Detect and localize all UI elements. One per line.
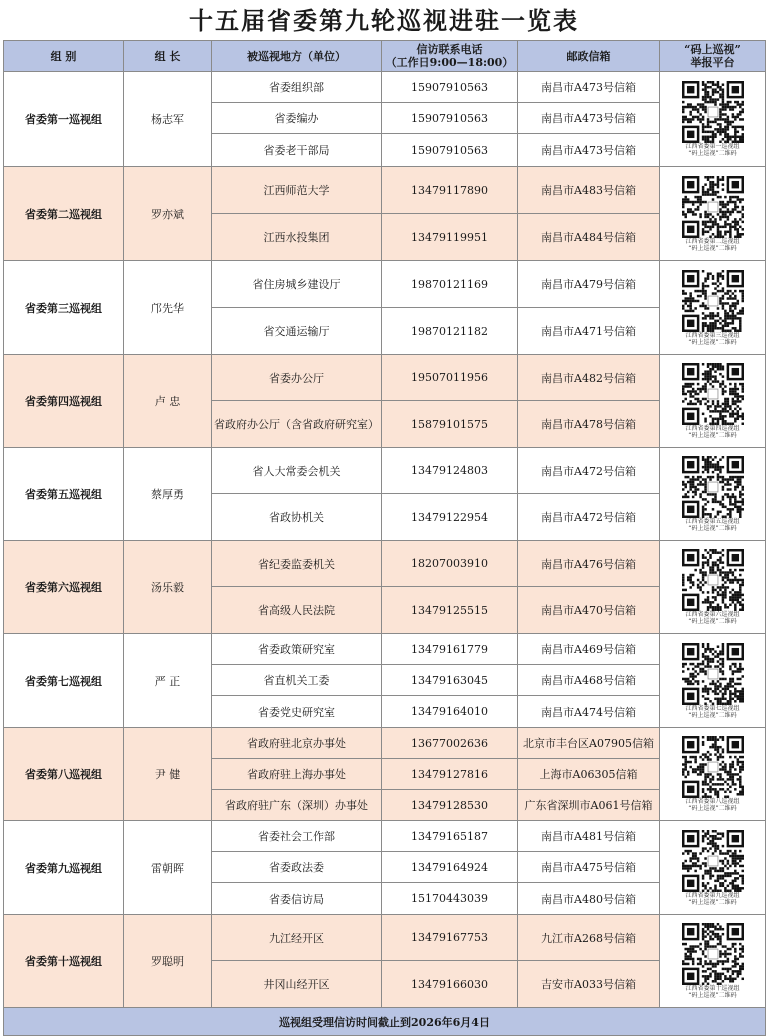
table-row	[4, 541, 766, 587]
footer-row	[4, 1008, 766, 1036]
table-row	[4, 355, 766, 401]
group-leader: 罗聪明	[124, 915, 212, 1008]
postal-mailbox: 广东省深圳市A061号信箱	[518, 790, 660, 821]
inspected-unit: 省委老干部局	[212, 134, 382, 167]
inspected-unit: 省委办公厅	[212, 355, 382, 401]
inspected-unit: 省高级人民法院	[212, 587, 382, 634]
header-qr-title: “码上巡视”	[684, 43, 741, 56]
table-row	[4, 72, 766, 103]
qr-code-icon	[682, 549, 744, 611]
header-leader: 组 长	[124, 41, 212, 72]
qr-code-icon	[682, 456, 744, 518]
inspected-unit: 省住房城乡建设厅	[212, 261, 382, 308]
group-name: 省委第五巡视组	[4, 448, 124, 541]
postal-mailbox: 南昌市A480号信箱	[518, 883, 660, 915]
qr-code[interactable]	[678, 736, 748, 798]
group-leader: 蔡厚勇	[124, 448, 212, 541]
inspected-unit: 省政协机关	[212, 494, 382, 541]
contact-phone: 13479166030	[382, 961, 518, 1008]
qr-code-icon	[682, 363, 744, 425]
qr-code[interactable]	[678, 176, 748, 238]
footer-note: 巡视组受理信访时间截止到2026年6月4日	[4, 1008, 766, 1036]
inspected-unit: 井冈山经开区	[212, 961, 382, 1008]
postal-mailbox: 南昌市A468号信箱	[518, 665, 660, 696]
qr-caption-group: 江西省委第七巡视组	[685, 704, 740, 712]
group-leader: 严 正	[124, 634, 212, 728]
qr-report-cell[interactable]	[660, 261, 766, 355]
contact-phone: 13479164010	[382, 696, 518, 728]
inspected-unit: 省委政法委	[212, 852, 382, 883]
postal-mailbox: 北京市丰台区A07905信箱	[518, 728, 660, 759]
qr-caption-group: 江西省委第一巡视组	[685, 143, 740, 150]
qr-caption-label: “码上巡视”二维码	[688, 338, 737, 346]
inspected-unit: 江西师范大学	[212, 167, 382, 214]
postal-mailbox: 南昌市A482号信箱	[518, 355, 660, 401]
qr-caption-label: “码上巡视”二维码	[688, 244, 737, 252]
contact-phone: 13479165187	[382, 821, 518, 852]
group-leader: 尹 健	[124, 728, 212, 821]
postal-mailbox: 南昌市A472号信箱	[518, 494, 660, 541]
qr-code-icon	[682, 270, 744, 332]
group-leader: 雷朝晖	[124, 821, 212, 915]
postal-mailbox: 南昌市A469号信箱	[518, 634, 660, 665]
postal-mailbox: 南昌市A479号信箱	[518, 261, 660, 308]
postal-mailbox: 南昌市A473号信箱	[518, 134, 660, 167]
qr-caption-label: “码上巡视”二维码	[688, 150, 737, 157]
header-qr-platform: 举报平台	[690, 56, 735, 69]
qr-caption-group: 江西省委第二巡视组	[685, 237, 740, 245]
group-leader: 罗亦斌	[124, 167, 212, 261]
qr-code-icon	[682, 176, 744, 238]
contact-phone: 13479167753	[382, 915, 518, 961]
postal-mailbox: 南昌市A478号信箱	[518, 401, 660, 448]
table-body	[4, 72, 766, 1008]
inspected-unit: 省交通运输厅	[212, 308, 382, 355]
contact-phone: 19507011956	[382, 355, 518, 401]
qr-report-cell[interactable]	[660, 821, 766, 915]
page-title: 十五届省委第九轮巡视进驻一览表	[189, 6, 579, 35]
qr-code[interactable]	[678, 643, 748, 705]
group-name: 省委第三巡视组	[4, 261, 124, 355]
inspected-unit: 省委政策研究室	[212, 634, 382, 665]
postal-mailbox: 南昌市A484号信箱	[518, 214, 660, 261]
qr-report-cell[interactable]	[660, 72, 766, 167]
contact-phone: 18207003910	[382, 541, 518, 587]
table-row	[4, 728, 766, 759]
inspected-unit: 省人大常委会机关	[212, 448, 382, 494]
group-leader: 邝先华	[124, 261, 212, 355]
qr-caption-label: “码上巡视”二维码	[688, 432, 737, 439]
contact-phone: 19870121169	[382, 261, 518, 308]
header-row	[4, 41, 766, 72]
inspected-unit: 江西水投集团	[212, 214, 382, 261]
qr-code-icon	[682, 81, 744, 143]
inspected-unit: 省政府驻上海办事处	[212, 759, 382, 790]
contact-phone: 13479128530	[382, 790, 518, 821]
qr-code-icon	[682, 736, 744, 798]
table-row	[4, 634, 766, 665]
header-mail: 邮政信箱	[518, 41, 660, 72]
qr-caption-group: 江西省委第五巡视组	[685, 518, 740, 525]
qr-caption-label: “码上巡视”二维码	[688, 992, 737, 999]
header-phone-hours: （工作日9:00—18:00）	[385, 56, 514, 69]
contact-phone: 19870121182	[382, 308, 518, 355]
group-name: 省委第九巡视组	[4, 821, 124, 915]
postal-mailbox: 南昌市A483号信箱	[518, 167, 660, 214]
inspected-unit: 省政府驻北京办事处	[212, 728, 382, 759]
qr-report-cell[interactable]	[660, 448, 766, 541]
qr-code-icon	[682, 643, 744, 705]
postal-mailbox: 九江市A268号信箱	[518, 915, 660, 961]
qr-code[interactable]	[678, 270, 748, 332]
inspected-unit: 省委信访局	[212, 883, 382, 915]
qr-report-cell[interactable]	[660, 915, 766, 1008]
qr-code[interactable]	[678, 363, 748, 425]
group-name: 省委第一巡视组	[4, 72, 124, 167]
qr-code[interactable]	[678, 81, 748, 143]
qr-code-icon	[682, 830, 744, 892]
qr-report-cell[interactable]	[660, 728, 766, 821]
inspected-unit: 省直机关工委	[212, 665, 382, 696]
qr-code[interactable]	[678, 923, 748, 985]
contact-phone: 13479119951	[382, 214, 518, 261]
inspected-unit: 九江经开区	[212, 915, 382, 961]
qr-caption-label: “码上巡视”二维码	[688, 898, 737, 906]
qr-code-icon	[682, 923, 744, 985]
qr-report-cell[interactable]	[660, 355, 766, 448]
qr-caption-group: 江西省委第十巡视组	[685, 985, 740, 992]
qr-report-cell[interactable]	[660, 541, 766, 634]
postal-mailbox: 南昌市A471号信箱	[518, 308, 660, 355]
qr-caption-group: 江西省委第九巡视组	[685, 891, 740, 899]
inspected-unit: 省委编办	[212, 103, 382, 134]
qr-report-cell[interactable]	[660, 634, 766, 728]
table-row	[4, 167, 766, 214]
table-row	[4, 261, 766, 308]
postal-mailbox: 南昌市A481号信箱	[518, 821, 660, 852]
header-unit: 被巡视地方（单位）	[212, 41, 382, 72]
qr-code[interactable]	[678, 830, 748, 892]
contact-phone: 15907910563	[382, 134, 518, 167]
contact-phone: 13479127816	[382, 759, 518, 790]
qr-code[interactable]	[678, 456, 748, 518]
postal-mailbox: 南昌市A476号信箱	[518, 541, 660, 587]
group-name: 省委第二巡视组	[4, 167, 124, 261]
contact-phone: 13479161779	[382, 634, 518, 665]
header-group: 组 别	[4, 41, 124, 72]
table-row	[4, 448, 766, 494]
table-row	[4, 915, 766, 961]
group-leader: 汤乐毅	[124, 541, 212, 634]
group-name: 省委第七巡视组	[4, 634, 124, 728]
table-row	[4, 821, 766, 852]
postal-mailbox: 南昌市A473号信箱	[518, 103, 660, 134]
qr-code[interactable]	[678, 549, 748, 611]
inspected-unit: 省委组织部	[212, 72, 382, 103]
qr-caption-label: “码上巡视”二维码	[688, 525, 737, 532]
postal-mailbox: 南昌市A472号信箱	[518, 448, 660, 494]
group-name: 省委第八巡视组	[4, 728, 124, 821]
qr-caption-group: 江西省委第六巡视组	[685, 611, 740, 618]
qr-caption-group: 江西省委第四巡视组	[685, 425, 740, 432]
group-leader: 杨志军	[124, 72, 212, 167]
contact-phone: 15907910563	[382, 72, 518, 103]
contact-phone: 13479122954	[382, 494, 518, 541]
inspected-unit: 省政府驻广东（深圳）办事处	[212, 790, 382, 821]
inspected-unit: 省纪委监委机关	[212, 541, 382, 587]
contact-phone: 15907910563	[382, 103, 518, 134]
contact-phone: 13479164924	[382, 852, 518, 883]
inspected-unit: 省政府办公厅（含省政府研究室）	[212, 401, 382, 448]
qr-caption-label: “码上巡视”二维码	[688, 711, 737, 719]
contact-phone: 13677002636	[382, 728, 518, 759]
qr-caption-group: 江西省委第八巡视组	[685, 798, 740, 805]
postal-mailbox: 南昌市A473号信箱	[518, 72, 660, 103]
contact-phone: 13479124803	[382, 448, 518, 494]
inspected-unit: 省委社会工作部	[212, 821, 382, 852]
contact-phone: 13479117890	[382, 167, 518, 214]
qr-caption-label: “码上巡视”二维码	[688, 618, 737, 625]
group-name: 省委第六巡视组	[4, 541, 124, 634]
header-phone	[382, 41, 518, 72]
postal-mailbox: 南昌市A474号信箱	[518, 696, 660, 728]
postal-mailbox: 南昌市A470号信箱	[518, 587, 660, 634]
group-name: 省委第四巡视组	[4, 355, 124, 448]
group-leader: 卢 忠	[124, 355, 212, 448]
contact-phone: 15170443039	[382, 883, 518, 915]
qr-report-cell[interactable]	[660, 167, 766, 261]
postal-mailbox: 南昌市A475号信箱	[518, 852, 660, 883]
qr-caption-group: 江西省委第三巡视组	[685, 331, 740, 339]
postal-mailbox: 上海市A06305信箱	[518, 759, 660, 790]
postal-mailbox: 吉安市A033号信箱	[518, 961, 660, 1008]
inspected-unit: 省委党史研究室	[212, 696, 382, 728]
qr-caption-label: “码上巡视”二维码	[688, 805, 737, 812]
header-qr	[660, 41, 766, 72]
group-name: 省委第十巡视组	[4, 915, 124, 1008]
contact-phone: 15879101575	[382, 401, 518, 448]
inspection-table	[3, 40, 766, 1036]
header-phone-title: 信访联系电话	[416, 43, 483, 56]
contact-phone: 13479125515	[382, 587, 518, 634]
contact-phone: 13479163045	[382, 665, 518, 696]
